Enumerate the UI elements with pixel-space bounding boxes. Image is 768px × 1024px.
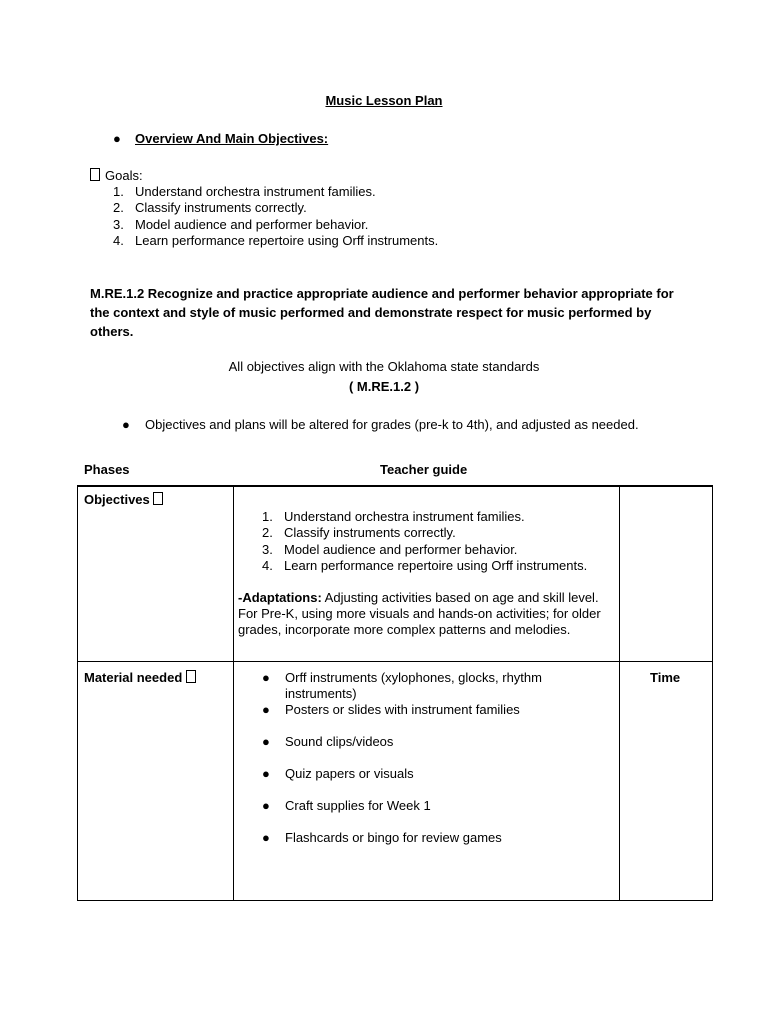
checkbox-glyph-icon	[90, 168, 100, 181]
list-item: ● Flashcards or bingo for review games	[262, 830, 502, 845]
objectives-label-row	[84, 492, 168, 507]
list-item: 4. Learn performance repertoire using Orff instruments.	[262, 557, 588, 573]
list-item: ● Orff instruments (xylophones, glocks, rhythm instruments)	[262, 670, 542, 701]
objectives-list	[262, 509, 587, 574]
alignment-standard-code: ( M.RE.1.2 )	[348, 379, 420, 394]
list-item: 3. Model audience and performer behavior.	[262, 541, 518, 557]
goals-label-row	[90, 168, 143, 183]
checkbox-glyph-icon	[186, 670, 196, 683]
list-item: ● Craft supplies for Week 1	[262, 798, 431, 813]
adaptations-paragraph	[238, 590, 610, 638]
list-item: 1. Understand orchestra instrument families.	[262, 509, 525, 524]
bullet-icon: ●	[262, 798, 270, 813]
column-divider	[233, 487, 234, 900]
list-item: 4. Learn performance repertoire using Orff instruments.	[113, 232, 439, 248]
adaptations-text: Adjusting activities based on age and skill level. For Pre-K, using more visuals and hands-on activities; for older grades, incorporate more complex patterns and melodies.	[238, 590, 601, 637]
goals-list	[113, 184, 438, 249]
goals-label: Goals:	[105, 168, 143, 183]
list-item: ● Quiz papers or visuals	[262, 766, 414, 781]
bullet-icon: ●	[262, 766, 270, 781]
grades-note: Objectives and plans will be altered for grades (pre-k to 4th), and adjusted as needed.	[145, 417, 639, 432]
bullet-icon: ●	[262, 734, 270, 749]
standard-statement: M.RE.1.2 Recognize and practice appropriate audience and performer behavior appropriate for the context and style of music performed and demonstrate respect for music performed by others.	[90, 286, 674, 339]
time-label: Time	[650, 670, 681, 685]
list-item: 1. Understand orchestra instrument families.	[113, 184, 376, 199]
header-teacher-guide: Teacher guide	[380, 462, 468, 477]
objectives-label: Objectives	[84, 492, 150, 507]
list-item: 2. Classify instruments correctly.	[262, 525, 456, 541]
overview-heading: Overview And Main Objectives:	[135, 131, 329, 146]
materials-list	[262, 670, 602, 846]
document-title: Music Lesson Plan	[325, 93, 443, 108]
list-item: ● Sound clips/videos	[262, 734, 394, 749]
bullet-icon: ●	[262, 702, 270, 717]
column-divider	[619, 487, 620, 900]
header-phases: Phases	[84, 462, 130, 477]
adaptations-label: -Adaptations:	[238, 590, 322, 605]
list-item: ● Posters or slides with instrument families	[262, 702, 520, 717]
grades-bullet: ●	[122, 417, 130, 432]
bullet-icon: ●	[262, 670, 270, 685]
materials-label: Material needed	[84, 670, 183, 685]
list-item: 3. Model audience and performer behavior.	[113, 216, 369, 232]
overview-bullet: ●	[113, 131, 121, 146]
row-divider	[78, 661, 712, 662]
alignment-line: All objectives align with the Oklahoma state standards	[228, 359, 540, 374]
materials-label-row	[84, 670, 201, 685]
list-item: 2. Classify instruments correctly.	[113, 200, 307, 216]
bullet-icon: ●	[262, 830, 270, 845]
checkbox-glyph-icon	[153, 492, 163, 505]
